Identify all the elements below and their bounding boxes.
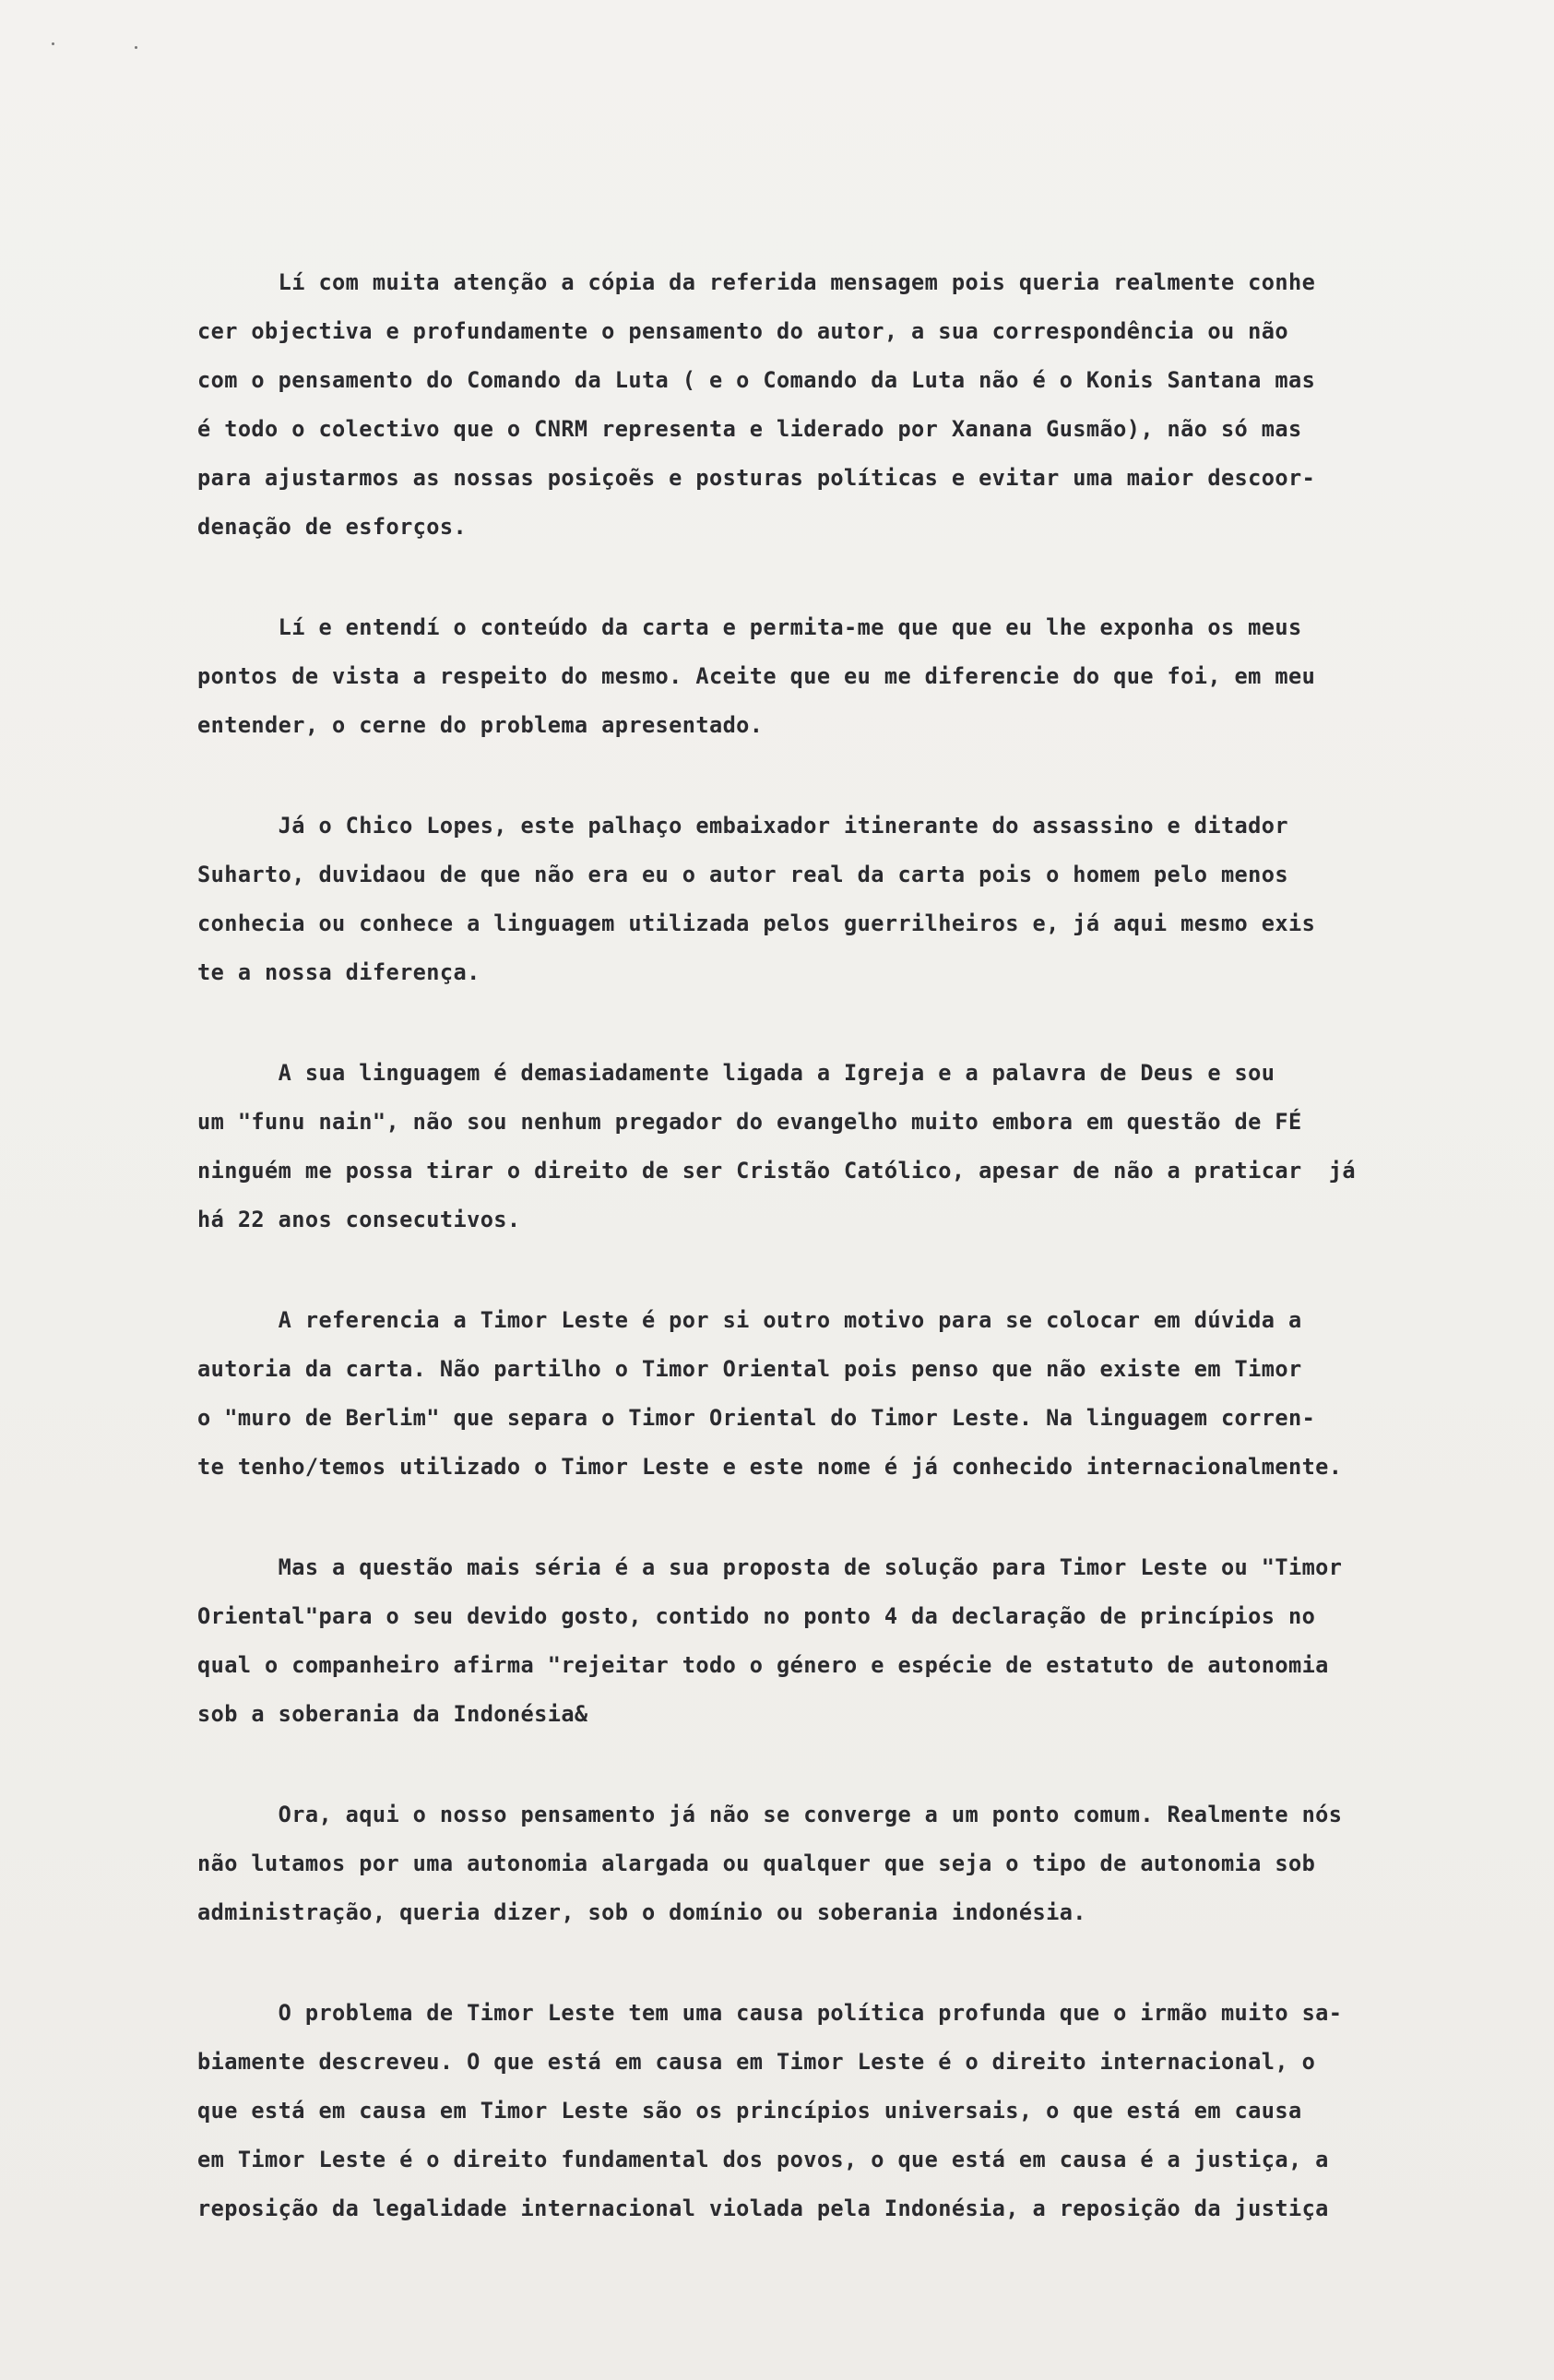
text-line: conhecia ou conhece a linguagem utilizada pelos guerrilheiros e, já aqui mesmo exis	[197, 910, 1316, 936]
text-line: o "muro de Berlim" que separa o Timor Oriental do Timor Leste. Na linguagem corren-	[197, 1405, 1316, 1431]
paragraph	[197, 1049, 1489, 1244]
paragraph-gap	[197, 997, 1489, 1049]
text-line: O problema de Timor Leste tem uma causa política profunda que o irmão muito sa-	[197, 2000, 1343, 2026]
text-line: A referencia a Timor Leste é por si outro motivo para se colocar em dúvida a	[197, 1307, 1302, 1333]
text-line: autoria da carta. Não partilho o Timor Oriental pois penso que não existe em Timor	[197, 1356, 1302, 1382]
text-line: Ora, aqui o nosso pensamento já não se converge a um ponto comum. Realmente nós	[197, 1802, 1343, 1827]
text-line: Lí e entendí o conteúdo da carta e permita-me que que eu lhe exponha os meus	[197, 614, 1302, 640]
text-line: pontos de vista a respeito do mesmo. Aceite que eu me diferencie do que foi, em meu	[197, 663, 1316, 689]
text-line: Suharto, duvidaou de que não era eu o autor real da carta pois o homem pelo menos	[197, 862, 1288, 887]
paragraph	[197, 1543, 1489, 1739]
paper-speck	[135, 46, 137, 49]
paragraph	[197, 802, 1489, 997]
text-line: é todo o colectivo que o CNRM representa e liderado por Xanana Gusmão), não só mas	[197, 416, 1302, 442]
paragraph	[197, 1791, 1489, 1937]
paragraph-gap	[197, 552, 1489, 603]
text-line: para ajustarmos as nossas posiçoẽs e posturas políticas e evitar uma maior descoor-	[197, 465, 1316, 491]
text-line: biamente descreveu. O que está em causa em Timor Leste é o direito internacional, o	[197, 2049, 1316, 2075]
paragraph	[197, 1989, 1489, 2233]
text-line: que está em causa em Timor Leste são os princípios universais, o que está em causa	[197, 2098, 1302, 2124]
text-line: Oriental"para o seu devido gosto, contido no ponto 4 da declaração de princípios no	[197, 1603, 1316, 1629]
letter-body	[197, 258, 1489, 2233]
text-line: Já o Chico Lopes, este palhaço embaixador itinerante do assassino e ditador	[197, 813, 1288, 839]
paragraph-gap	[197, 1937, 1489, 1989]
paragraph-gap	[197, 1739, 1489, 1791]
text-line: cer objectiva e profundamente o pensamento do autor, a sua correspondência ou não	[197, 318, 1288, 344]
text-line: um "funu nain", não sou nenhum pregador do evangelho muito embora em questão de FÉ	[197, 1109, 1302, 1135]
text-line: sob a soberania da Indonésia&	[197, 1701, 588, 1727]
text-line: administração, queria dizer, sob o domínio ou soberania indonésia.	[197, 1899, 1086, 1925]
text-line: reposição da legalidade internacional violada pela Indonésia, a reposição da justiça	[197, 2196, 1329, 2221]
paragraph	[197, 603, 1489, 750]
text-line: Lí com muita atenção a cópia da referida mensagem pois queria realmente conhe	[197, 269, 1316, 295]
text-line: há 22 anos consecutivos.	[197, 1207, 521, 1232]
text-line: não lutamos por uma autonomia alargada ou qualquer que seja o tipo de autonomia sob	[197, 1850, 1316, 1876]
text-line: ninguém me possa tirar o direito de ser Cristão Católico, apesar de não a praticar já	[197, 1158, 1356, 1184]
paragraph-gap	[197, 1492, 1489, 1543]
text-line: em Timor Leste é o direito fundamental dos povos, o que está em causa é a justiça, a	[197, 2147, 1329, 2172]
text-line: A sua linguagem é demasiadamente ligada a Igreja e a palavra de Deus e sou	[197, 1060, 1275, 1086]
text-line: Mas a questão mais séria é a sua proposta de solução para Timor Leste ou "Timor	[197, 1554, 1343, 1580]
text-line: com o pensamento do Comando da Luta ( e o Comando da Luta não é o Konis Santana mas	[197, 367, 1316, 393]
text-line: qual o companheiro afirma "rejeitar todo o género e espécie de estatuto de autonomia	[197, 1652, 1329, 1678]
text-line: entender, o cerne do problema apresentado.	[197, 712, 764, 738]
paragraph-gap	[197, 750, 1489, 802]
paragraph-gap	[197, 1244, 1489, 1296]
text-line: te tenho/temos utilizado o Timor Leste e este nome é já conhecido internacionalmente.	[197, 1454, 1343, 1480]
text-line: denação de esforços.	[197, 514, 468, 540]
paragraph	[197, 1296, 1489, 1492]
paper-speck	[52, 42, 54, 45]
paragraph	[197, 258, 1489, 552]
text-line: te a nossa diferença.	[197, 959, 480, 985]
